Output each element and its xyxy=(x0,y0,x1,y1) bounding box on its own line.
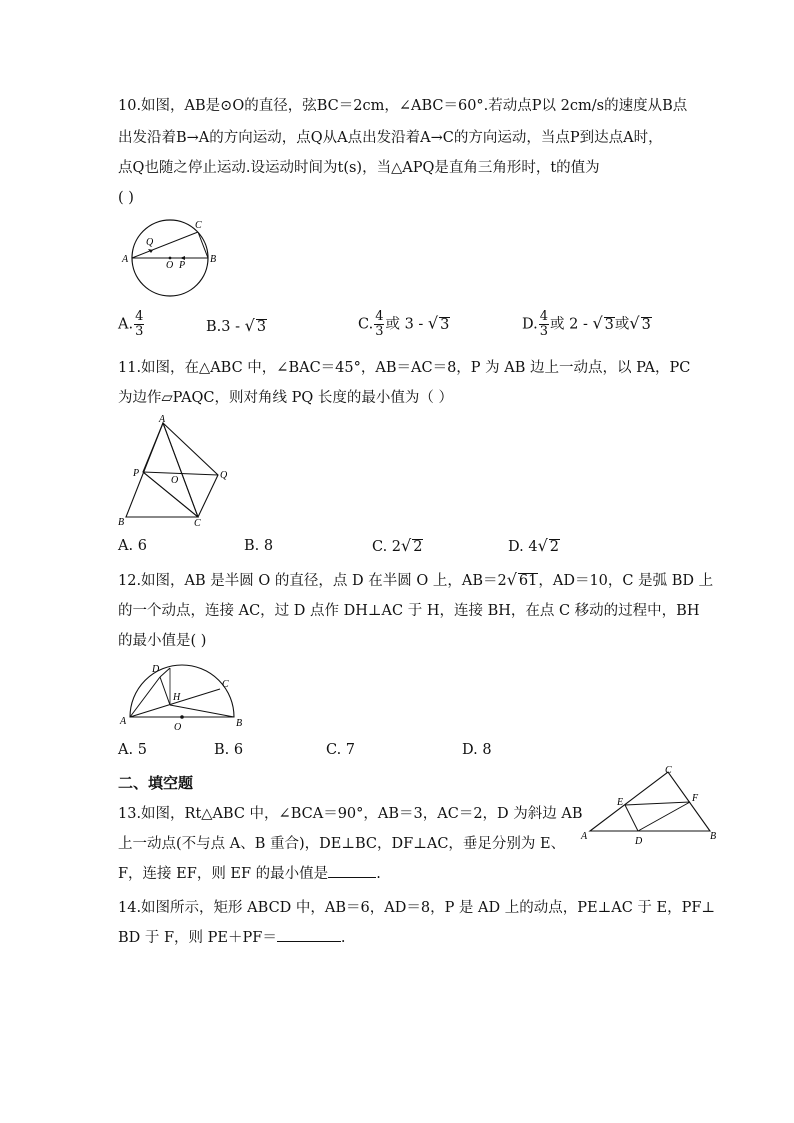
q10-option-a: A. $\frac{4}{3}$ xyxy=(118,309,144,339)
q10-chord-bc xyxy=(198,232,208,258)
q12-option-d: D. 8 xyxy=(462,742,492,758)
q13-line-3: F，连接 EF，则 EF 的最小值是 . xyxy=(118,866,381,882)
q10-circle-figure xyxy=(118,215,228,300)
q11-option-a: A. 6 xyxy=(118,538,147,554)
q13-label-f: F xyxy=(692,793,699,804)
q13-line-2: 上一动点(不与点 A、B 重合)，DE⊥BC，DF⊥AC，垂足分别为 E、 xyxy=(118,836,566,852)
q13-label-b: B xyxy=(710,831,717,842)
q10-label-q: Q xyxy=(146,237,154,248)
q13-segment-df xyxy=(625,805,638,831)
q13-line-1: 13.如图，Rt△ABC 中，∠BCA＝90°，AB＝3，AC＝2，D 为斜边 AB xyxy=(118,806,583,822)
q10-line-1: 10.如图，AB是⊙O的直径，弦BC＝2cm，∠ABC＝60°.若动点P以 2cm/s的速度从B点 xyxy=(118,98,688,114)
q11-label-o: O xyxy=(171,475,179,486)
q12-label-h: H xyxy=(173,692,181,703)
q13-label-d: D xyxy=(635,836,643,847)
q11-label-q: Q xyxy=(220,470,228,481)
q12-label-d: D xyxy=(152,664,160,675)
q12-line-3: 的最小值是( ) xyxy=(118,633,207,649)
q13-label-e: E xyxy=(617,797,624,808)
q10-chord-ac xyxy=(132,232,198,258)
q11-line-2: 为边作▱PAQC，则对角线 PQ 长度的最小值为（ ） xyxy=(118,390,453,406)
q14-line-1: 14.如图所示，矩形 ABCD 中，AB＝6，AD＝8，P 是 AD 上的动点，PE⊥AC 于 E，PF⊥ xyxy=(118,900,716,916)
section-heading-fill-in: 二、填空题 xyxy=(118,774,194,792)
q12-label-b: B xyxy=(236,718,243,729)
q12-segment-dh xyxy=(160,677,170,705)
q11-option-c: C. 2√ 2 xyxy=(372,536,423,555)
q10-line-2: 出发沿着B→A的方向运动，点Q从A点出发沿着A→C的方向运动，当点P到达点A时， xyxy=(118,130,663,146)
q11-diagonal-pq xyxy=(143,472,218,475)
q14-answer-blank[interactable] xyxy=(277,941,341,942)
q11-line-1: 11.如图，在△ABC 中，∠BAC＝45°，AB＝AC＝8，P 为 AB 边上一动点，以 PA，PC xyxy=(118,360,691,376)
q13-segment-de xyxy=(638,802,690,831)
q11-option-b: B. 8 xyxy=(244,538,274,554)
q10-line-3: 点Q也随之停止运动.设运动时间为t(s)，当△APQ是直角三角形时，t的值为 xyxy=(118,160,600,176)
q12-option-b: B. 6 xyxy=(214,742,244,758)
q10-label-o: O xyxy=(166,260,174,271)
q10-option-d: D. $\frac{4}{3}$ 或 2 - √ 3或√ 3 xyxy=(522,309,651,339)
q12-label-c: C xyxy=(222,679,229,690)
q12-chord-ad xyxy=(130,677,160,717)
q12-option-c: C. 7 xyxy=(326,742,356,758)
q13-answer-blank[interactable] xyxy=(328,877,376,878)
q10-label-c: C xyxy=(195,220,202,231)
q12-line-1: 12.如图，AB 是半圆 O 的直径，点 D 在半圆 O 上，AB＝2√ 61，AD＝10，C 是弧 BD 上 xyxy=(118,570,714,589)
q10-option-b: B.3 - √ 3 xyxy=(206,316,267,335)
q12-semicircle-figure xyxy=(118,660,248,735)
q11-label-a: A xyxy=(159,414,166,425)
q14-line-2: BD 于 F，则 PE＋PF＝ . xyxy=(118,930,346,946)
q12-label-a: A xyxy=(120,716,127,727)
q11-option-d: D. 4√ 2 xyxy=(508,536,559,555)
q10-label-b: B xyxy=(210,254,217,265)
q12-semicircle xyxy=(130,665,234,717)
q12-segment-bh xyxy=(170,705,234,717)
q12-option-a: A. 5 xyxy=(118,742,147,758)
q10-option-c: C. $\frac{4}{3}$ 或 3 - √ 3 xyxy=(358,309,450,339)
q13-triangle-figure xyxy=(580,765,720,850)
q11-parallelogram-figure xyxy=(118,415,248,530)
q11-label-c: C xyxy=(194,518,201,529)
q11-label-b: B xyxy=(118,517,125,528)
q10-label-a: A xyxy=(122,254,129,265)
q13-segment-ef xyxy=(625,802,690,805)
q10-answer-bracket: ( ) xyxy=(118,190,134,206)
q12-label-o: O xyxy=(174,722,182,733)
q11-label-p: P xyxy=(133,468,140,479)
q12-line-2: 的一个动点，连接 AC，过 D 点作 DH⊥AC 于 H，连接 BH，在点 C 移动的过程中，BH xyxy=(118,603,700,619)
q13-label-a: A xyxy=(581,831,588,842)
q10-label-p: P xyxy=(179,260,186,271)
q13-label-c: C xyxy=(665,765,672,776)
